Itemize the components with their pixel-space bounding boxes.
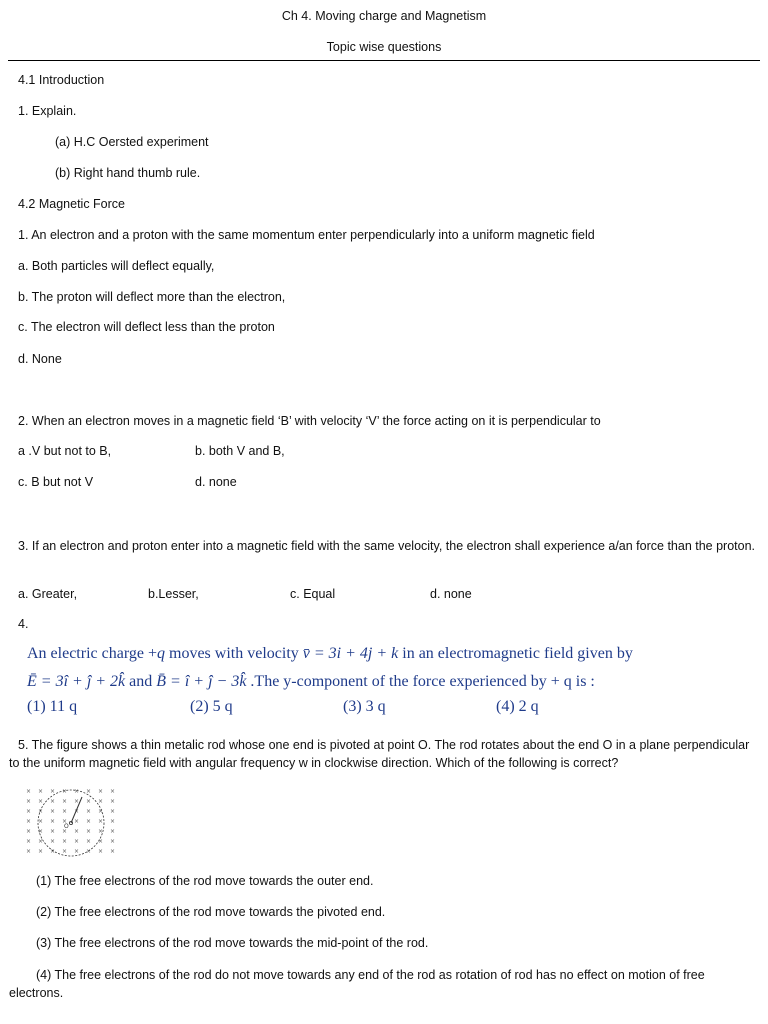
magnetic-field-cross: × — [26, 828, 32, 835]
question-1-option-c: c. The electron will deflect less than the proton — [18, 320, 275, 334]
magnetic-field-cross: × — [86, 798, 92, 805]
pivot-label: O — [64, 823, 69, 830]
magnetic-field-cross: × — [110, 848, 116, 855]
question-4-option-2: (2) 5 q — [190, 698, 233, 715]
question-1-option-d: d. None — [18, 352, 62, 366]
magnetic-field-cross: × — [50, 818, 56, 825]
magnetic-field-cross: × — [86, 828, 92, 835]
magnetic-field-cross: × — [98, 838, 104, 845]
magnetic-field-cross: × — [50, 788, 56, 795]
question-1-text: 1. An electron and a proton with the same momentum enter perpendicularly into a uniform magnetic field — [18, 228, 595, 242]
question-4-option-4: (4) 2 q — [496, 698, 539, 715]
question-5-option-1: (1) The free electrons of the rod move towards the outer end. — [36, 874, 374, 888]
intro-question-1b: (b) Right hand thumb rule. — [55, 166, 201, 180]
magnetic-field-cross: × — [110, 838, 116, 845]
intro-question-1: 1. Explain. — [18, 104, 77, 118]
rotating-rod-figure — [24, 787, 116, 857]
question-5-option-2: (2) The free electrons of the rod move towards the pivoted end. — [36, 905, 386, 919]
magnetic-field-cross: × — [62, 828, 68, 835]
magnetic-field-cross: × — [98, 828, 104, 835]
question-4-equation-line-1: An electric charge +q moves with velocity v̄ = 3i + 4j + k in an electromagnetic field given by — [27, 645, 633, 662]
question-3-option-a: a. Greater, — [18, 587, 78, 601]
document-subtitle: Topic wise questions — [326, 40, 442, 54]
magnetic-field-cross: × — [26, 808, 32, 815]
magnetic-field-cross: × — [50, 838, 56, 845]
magnetic-field-cross: × — [110, 818, 116, 825]
magnetic-field-cross: × — [74, 848, 80, 855]
magnetic-field-cross: × — [26, 838, 32, 845]
magnetic-field-cross: × — [38, 838, 44, 845]
question-1-option-b: b. The proton will deflect more than the electron, — [18, 290, 286, 304]
document-title: Ch 4. Moving charge and Magnetism — [281, 9, 487, 23]
question-5-option-3: (3) The free electrons of the rod move towards the mid-point of the rod. — [36, 936, 429, 950]
question-4-equation-line-2: Ē = 3î + ĵ + 2k̂ and B̄ = î + ĵ − 3k̂ .The y-component of the force experienced by + q is : — [27, 673, 595, 690]
magnetic-field-cross: × — [38, 788, 44, 795]
magnetic-field-cross: × — [50, 848, 56, 855]
magnetic-field-cross: × — [62, 818, 68, 825]
magnetic-field-cross: × — [74, 828, 80, 835]
magnetic-field-cross: × — [98, 798, 104, 805]
magnetic-field-cross: × — [38, 818, 44, 825]
intro-question-1a: (a) H.C Oersted experiment — [55, 135, 209, 149]
magnetic-field-cross: × — [50, 798, 56, 805]
magnetic-field-cross: × — [110, 788, 116, 795]
magnetic-field-cross: × — [86, 818, 92, 825]
magnetic-field-cross: × — [62, 798, 68, 805]
magnetic-field-cross: × — [74, 808, 80, 815]
magnetic-field-cross: × — [38, 828, 44, 835]
magnetic-field-cross: × — [98, 848, 104, 855]
magnetic-field-cross: × — [38, 808, 44, 815]
header-divider — [8, 60, 760, 61]
magnetic-field-cross: × — [74, 788, 80, 795]
magnetic-field-cross: × — [62, 838, 68, 845]
question-2-option-b: b. both V and B, — [195, 444, 285, 458]
magnetic-field-cross: × — [38, 798, 44, 805]
question-4-option-1: (1) 11 q — [27, 698, 78, 715]
magnetic-field-cross: × — [86, 838, 92, 845]
question-4-option-3: (3) 3 q — [343, 698, 386, 715]
magnetic-field-cross: × — [38, 848, 44, 855]
magnetic-field-cross: × — [74, 818, 80, 825]
magnetic-field-cross: × — [98, 808, 104, 815]
magnetic-field-cross: × — [50, 808, 56, 815]
question-2-text: 2. When an electron moves in a magnetic field ‘B’ with velocity ‘V’ the force acting on it is perpendicular to — [18, 414, 601, 428]
question-4-number: 4. — [18, 617, 29, 631]
section-heading-intro: 4.1 Introduction — [18, 73, 105, 87]
question-2-option-c: c. B but not V — [18, 475, 94, 489]
magnetic-field-cross: × — [26, 848, 32, 855]
magnetic-field-cross: × — [110, 828, 116, 835]
magnetic-field-cross: × — [74, 838, 80, 845]
magnetic-field-cross: × — [86, 788, 92, 795]
question-5-text: 5. The figure shows a thin metalic rod whose one end is pivoted at point O. The rod rotates about the end O in a plane perpendicular to the uniform magnetic field with angular frequency w in clockwise direction. Which of the following is correct? — [9, 738, 750, 770]
section-heading-magnetic-force: 4.2 Magnetic Force — [18, 197, 125, 211]
magnetic-field-cross: × — [74, 798, 80, 805]
question-1-option-a: a. Both particles will deflect equally, — [18, 259, 215, 273]
magnetic-field-cross: × — [110, 808, 116, 815]
magnetic-field-cross: × — [98, 818, 104, 825]
magnetic-field-cross: × — [98, 788, 104, 795]
question-5-option-4: (4) The free electrons of the rod do not move towards any end of the rod as rotation of rod has no effect on motion of free electrons. — [9, 968, 705, 1000]
magnetic-field-cross: × — [62, 808, 68, 815]
magnetic-field-cross: × — [26, 798, 32, 805]
magnetic-field-cross: × — [50, 828, 56, 835]
question-2-option-a: a .V but not to B, — [18, 444, 112, 458]
magnetic-field-cross: × — [62, 848, 68, 855]
question-2-option-d: d. none — [195, 475, 237, 489]
magnetic-field-cross: × — [86, 848, 92, 855]
magnetic-field-cross: × — [62, 788, 68, 795]
question-3-option-b: b.Lesser, — [148, 587, 199, 601]
magnetic-field-cross: × — [86, 808, 92, 815]
question-3-text: 3. If an electron and proton enter into a magnetic field with the same velocity, the electron shall experience a/an force than the proton. — [18, 539, 756, 553]
question-3-option-c: c. Equal — [290, 587, 336, 601]
magnetic-field-cross: × — [26, 818, 32, 825]
magnetic-field-cross: × — [110, 798, 116, 805]
magnetic-field-cross: × — [26, 788, 32, 795]
question-3-option-d: d. none — [430, 587, 472, 601]
